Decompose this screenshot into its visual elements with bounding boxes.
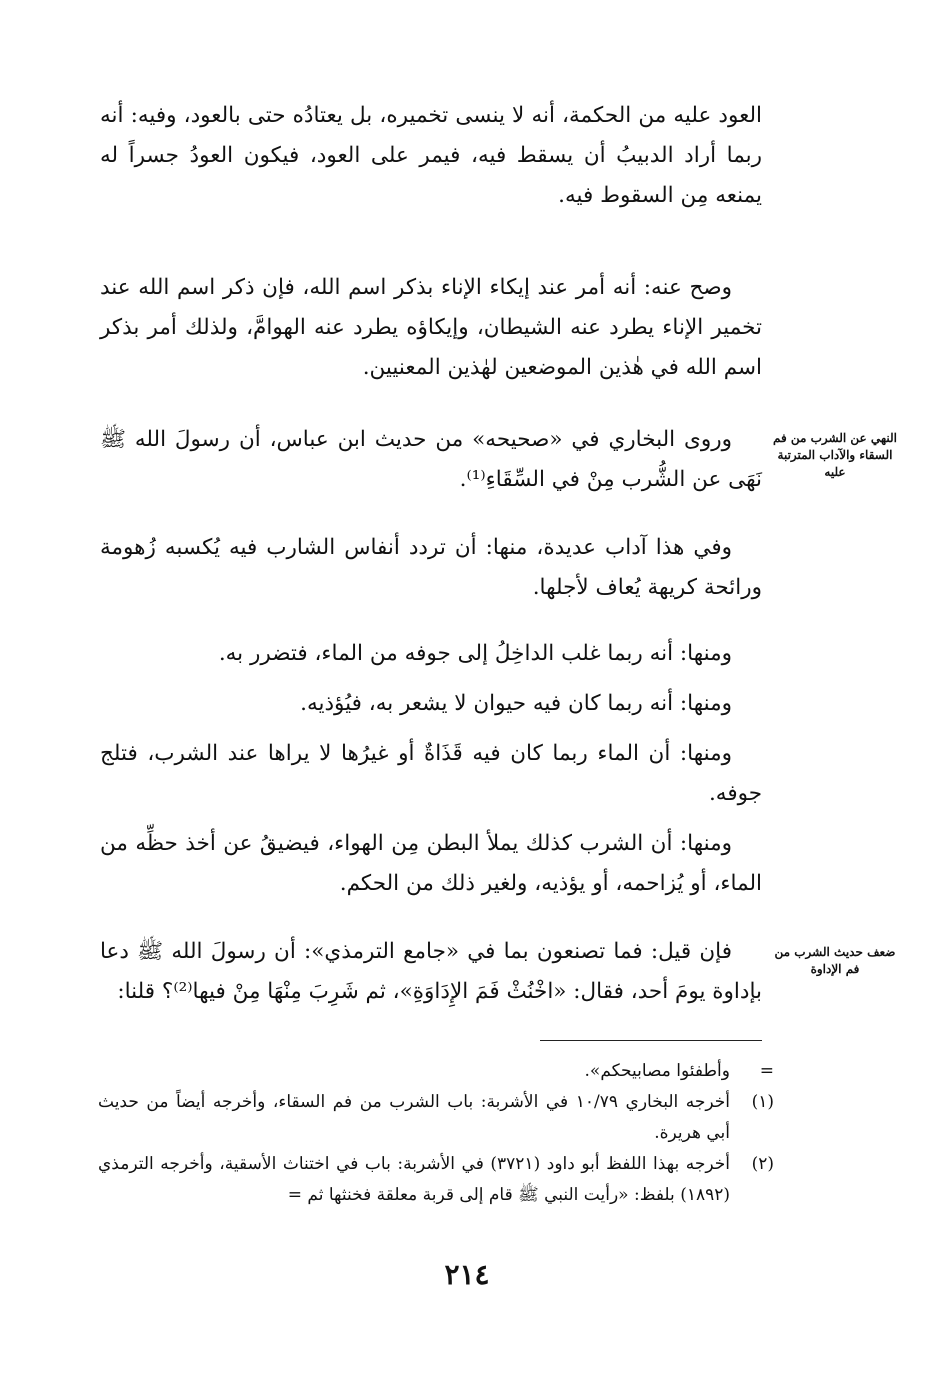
footnote-1: [98, 1087, 774, 1149]
main-text-block: [100, 634, 762, 674]
paragraph-1: العود عليه من الحكمة، أنه لا ينسى تخميره، بل يعتادُه حتى بالعود، وفيه: أنه ربما أراد الدبيبُ أن يسقط فيه، فيمر على العود، فيكون العودُ جسراً له يمنعه مِن السقوط فيه.: [100, 103, 762, 208]
main-text-block: [100, 268, 762, 388]
footnote-2-number: (٢): [751, 1154, 774, 1174]
footnote-1-text: أخرجه البخاري ١٠/٧٩ في الأشربة: باب الشرب من فم السقاء، وأخرجه أيضاً من حديث أبي هريرة.: [98, 1092, 730, 1143]
margin-heading-2: ضعف حديث الشرب من فم الإداوة: [774, 945, 896, 976]
main-text-block: [100, 684, 762, 724]
footnote-separator: [540, 1040, 762, 1041]
paragraph-9: فإن قيل: فما تصنعون بما في «جامع الترمذي»: أن رسولَ الله ﷺ دعا بإداوة يومَ أحد، فقال: «اخْنُثْ فَمَ الإِدَاوَةِ»، ثم شَرِبَ مِنْهَا مِنْ فيها⁽²⁾؟ قلنا:: [100, 939, 762, 1004]
paragraph-5: ومنها: أنه ربما غلب الداخِلُ إلى جوفه من الماء، فتضرر به.: [218, 641, 732, 666]
main-text-block: [100, 528, 762, 608]
footnote-1-number: (١): [751, 1092, 774, 1112]
main-text-block: [100, 734, 762, 814]
main-text-block: [100, 932, 762, 1012]
footnote-2: [98, 1149, 774, 1211]
footnote-2-text: أخرجه بهذا اللفظ أبو داود (٣٧٢١) في الأشربة: باب في اختناث الأسقية، وأخرجه الترمذي (١٨٩٢) بلفظ: «رأيت النبي ﷺ قام إلى قربة معلقة فخنثها ثم =: [98, 1154, 730, 1205]
footnote-continuation-text: وأطفئوا مصابيحكم».: [584, 1061, 730, 1081]
margin-heading-1: النهي عن الشرب من فم السقاء والآداب المترتبة عليه: [772, 431, 898, 479]
main-text-block: [100, 96, 762, 216]
paragraph-3: وروى البخاري في «صحيحه» من حديث ابن عباس، أن رسولَ الله ﷺ نَهَى عن الشُّرب مِنْ في السِّقَاءِ⁽¹⁾.: [100, 427, 762, 492]
continuation-mark: =: [759, 1061, 774, 1081]
paragraph-7: ومنها: أن الماء ربما كان فيه قَذَاةٌ أو غيرُها لا يراها عند الشرب، فتلج جوفه.: [100, 741, 762, 806]
paragraph-2: وصح عنه: أنه أمر عند إيكاء الإناء بذكر اسم الله، فإن ذكر اسم الله عند تخمير الإناء يطرد عنه الشيطان، وإيكاؤه يطرد عنه الهوامَّ، ولذلك أمر بذكر اسم الله في هٰذين الموضعين لهٰذين المعنيين.: [100, 275, 762, 380]
paragraph-8: ومنها: أن الشرب كذلك يملأ البطن مِن الهواء، فيضيقُ عن أخذ حظِّه من الماء، أو يُزاحمه، أو يؤذيه، ولغير ذلك من الحكم.: [100, 831, 762, 896]
main-text-block: [100, 824, 762, 904]
page-number: ٢١٤: [444, 1258, 490, 1291]
footnote-continuation: [98, 1056, 774, 1087]
footnotes: [98, 1056, 774, 1211]
paragraph-6: ومنها: أنه ربما كان فيه حيوان لا يشعر به، فيُؤذيه.: [300, 691, 732, 716]
paragraph-4: وفي هذا آداب عديدة، منها: أن تردد أنفاس الشارب فيه يُكسبه زُهومة ورائحة كريهة يُعاف لأجلها.: [100, 535, 762, 600]
main-text-block: [100, 420, 762, 500]
